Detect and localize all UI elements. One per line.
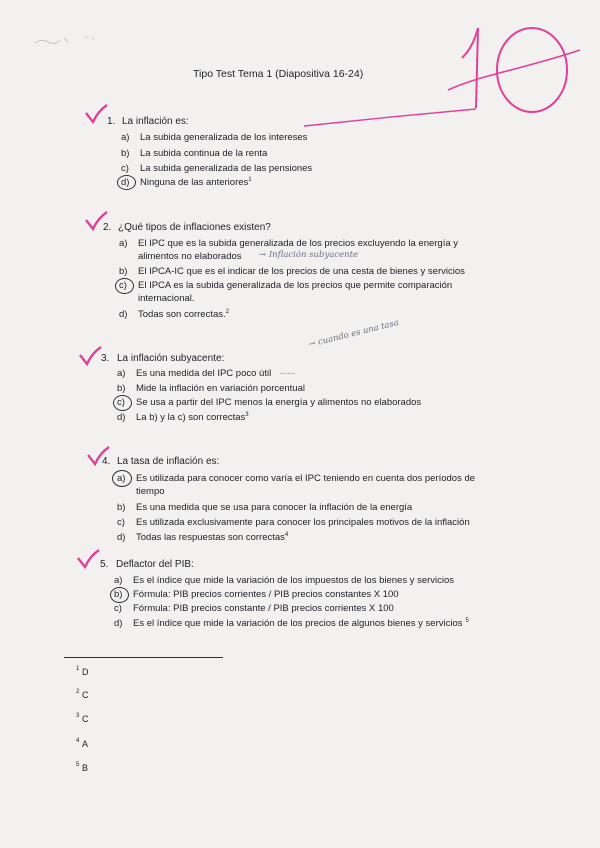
exam-page: Tipo Test Tema 1 (Diapositiva 16-24) 1. La inflación es: a) La subida generalizada de los intereses b) La subida continua de la renta c) La subida generalizada de las pensiones d) Ninguna de las anteriores$^1$ 2. ¿Qué tipos de inflaciones existen? a) El IPC que es la subida generalizada de los precios excluyendo la energía y alimentos no elaborados → Inflación subyacente b) El IPCA-IC que es el indicar de los precios de una cesta de bienes y servicios c) El IPCA es la subida generalizada de los precios que permite comparación internacional. d) Todas son correctas.$^2$ 3. La inflación subyacente: a) Es una medida del IPC poco útil ...... → cuando es una tasa b) Mide la inflación en variación porcentual c) Se usa a partir del IPC menos la energía y alimentos no elaborados d) La b) y la c) son correctas$^3$ 4. La tasa de inflación es: a) Es utilizada para conocer como varía el IPC teniendo en cuenta dos períodos de tiempo b) Es una medida que se usa para conocer la inflación de la energía c) Es utilizada exclusivamente para conocer los principales motivos de la inflación d) Todas las respuestas son correctas$^4$ 5. Deflactor del PIB: a) Es el índice que mide la variación de los impuestos de los bienes y servicios b) Fórmula: PIB precios corrientes / PIB precios constantes X 100 c) Fórmula: PIB precios constante / PIB precios corrientes X 100 d) Es el índice que mide la variación de los precios de algunos bienes y servicios $^5$ 1 D 2 C 3 C 4 A 5 B xyxy=(0,0,600,848)
handwritten-note: → Inflación subyacente xyxy=(259,250,359,260)
pink-stroke xyxy=(300,106,480,131)
check-icon xyxy=(84,103,108,125)
footnote-divider xyxy=(64,657,223,658)
grade-mark xyxy=(440,20,590,115)
handwritten-note: → cuando es una tasa xyxy=(307,317,400,350)
check-icon xyxy=(78,345,102,367)
check-icon xyxy=(76,548,100,570)
page-title: Tipo Test Tema 1 (Diapositiva 16-24) xyxy=(193,68,364,80)
pencil-scribble xyxy=(30,28,100,58)
